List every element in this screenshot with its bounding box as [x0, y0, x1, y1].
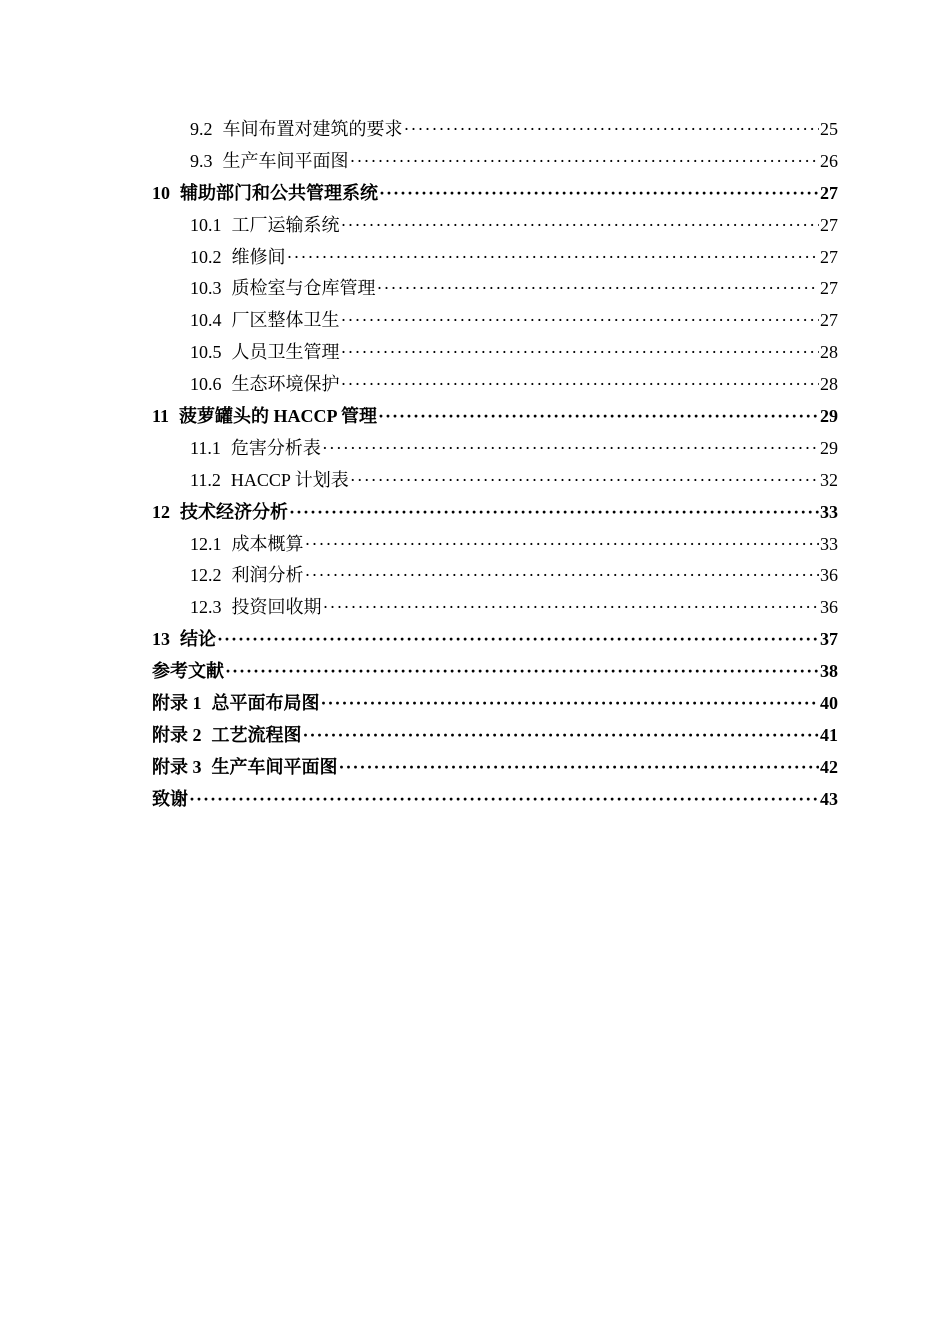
toc-entry-number: 12.2	[190, 565, 222, 586]
toc-entry[interactable]	[152, 433, 838, 465]
toc-entry-page: 36	[820, 597, 838, 618]
toc-dot-leader	[217, 624, 819, 656]
toc-entry-page: 33	[820, 533, 838, 554]
toc-entry-number: 10.4	[190, 310, 222, 331]
toc-entry[interactable]	[152, 305, 838, 337]
toc-entry-page: 42	[820, 756, 838, 777]
toc-entry[interactable]	[152, 560, 838, 592]
toc-entry-number: 附录 1	[152, 693, 202, 714]
toc-entry-page: 37	[820, 629, 838, 650]
toc-entry-number: 9.3	[190, 150, 213, 171]
toc-entry-page: 40	[820, 693, 838, 714]
toc-dot-leader	[341, 305, 820, 337]
toc-entry-title: 生产车间平面图	[222, 150, 349, 171]
toc-entry-page: 43	[820, 788, 838, 809]
toc-entry-number: 11.1	[190, 437, 221, 458]
toc-entry[interactable]	[152, 146, 838, 178]
toc-entry[interactable]	[152, 752, 838, 784]
toc-entry-number: 13	[152, 629, 170, 650]
toc-entry-title: 质检室与仓库管理	[231, 278, 376, 299]
toc-entry[interactable]	[152, 624, 838, 656]
toc-dot-leader	[350, 146, 820, 178]
toc-dot-leader	[350, 465, 819, 497]
toc-entry-page: 29	[820, 437, 838, 458]
toc-entry[interactable]	[152, 178, 838, 210]
toc-entry-number: 12	[152, 501, 170, 522]
toc-entry-page: 41	[820, 724, 838, 745]
toc-entry-page: 38	[820, 661, 838, 682]
toc-dot-leader	[303, 720, 820, 752]
toc-dot-leader	[341, 369, 820, 401]
toc-entry-number: 附录 3	[152, 756, 202, 777]
toc-entry[interactable]	[152, 242, 838, 274]
toc-entry-number: 10	[152, 182, 170, 203]
toc-entry-number: 10.1	[190, 214, 222, 235]
toc-entry-title: 技术经济分析	[180, 501, 288, 522]
toc-dot-leader	[305, 560, 820, 592]
toc-entry-page: 27	[820, 246, 838, 267]
toc-entry-title: HACCP 计划表	[230, 469, 349, 490]
toc-entry-page: 25	[820, 119, 838, 139]
toc-entry-number: 12.1	[190, 533, 222, 554]
toc-entry-page: 26	[820, 150, 838, 171]
toc-entry-page: 28	[820, 342, 838, 363]
toc-dot-leader	[378, 401, 819, 433]
toc-entry-title: 工艺流程图	[211, 724, 302, 745]
toc-entry[interactable]	[152, 784, 838, 816]
toc-entry-title: 菠萝罐头的 HACCP 管理	[179, 406, 378, 427]
toc-dot-leader	[322, 433, 819, 465]
toc-entry-title: 投资回收期	[231, 597, 322, 618]
toc-entry-title: 生产车间平面图	[211, 756, 338, 777]
toc-entry-number: 11.2	[190, 469, 221, 490]
toc-entry-page: 27	[820, 214, 838, 235]
toc-dot-leader	[379, 178, 819, 210]
toc-entry-number: 11	[152, 406, 170, 427]
toc-entry[interactable]	[152, 720, 838, 752]
toc-entry[interactable]	[152, 337, 838, 369]
toc-entry-number: 10.3	[190, 278, 222, 299]
toc-entry-title: 总平面布局图	[211, 693, 320, 714]
toc-entry[interactable]	[152, 465, 838, 497]
toc-entry-title: 工厂运输系统	[231, 214, 340, 235]
toc-entry-title: 人员卫生管理	[231, 342, 340, 363]
toc-entry[interactable]	[152, 592, 838, 624]
toc-entry-page: 33	[820, 501, 838, 522]
toc-entry[interactable]	[152, 114, 838, 146]
toc-entry-number: 12.3	[190, 597, 222, 618]
toc-dot-leader	[323, 592, 820, 624]
toc-entry[interactable]	[152, 529, 838, 561]
toc-entry[interactable]	[152, 401, 838, 433]
toc-entry[interactable]	[152, 273, 838, 305]
toc-dot-leader	[377, 273, 820, 305]
toc-entry-number: 附录 2	[152, 724, 202, 745]
toc-entry-page: 29	[820, 406, 838, 427]
toc-dot-leader	[189, 784, 819, 816]
toc-dot-leader	[339, 752, 820, 784]
toc-entry-number: 10.5	[190, 342, 222, 363]
toc-entry-title: 厂区整体卫生	[231, 310, 340, 331]
toc-dot-leader	[321, 688, 820, 720]
toc-entry-title: 维修间	[231, 246, 286, 267]
toc-entry-title: 车间布置对建筑的要求	[222, 119, 403, 139]
table-of-contents	[152, 114, 838, 816]
toc-entry-page: 27	[820, 310, 838, 331]
toc-dot-leader	[287, 242, 820, 274]
toc-entry[interactable]	[152, 656, 838, 688]
toc-entry-title: 成本概算	[231, 533, 304, 554]
toc-entry-title: 致谢	[152, 788, 188, 809]
toc-entry-title: 利润分析	[231, 565, 304, 586]
toc-entry[interactable]	[152, 688, 838, 720]
toc-entry-number: 9.2	[190, 119, 213, 139]
toc-entry-page: 28	[820, 374, 838, 395]
toc-entry-title: 危害分析表	[230, 437, 321, 458]
toc-entry-title: 结论	[180, 629, 216, 650]
toc-dot-leader	[225, 656, 819, 688]
toc-entry[interactable]	[152, 210, 838, 242]
toc-dot-leader	[305, 529, 820, 561]
toc-dot-leader	[341, 337, 820, 369]
toc-entry-page: 36	[820, 565, 838, 586]
toc-entry-number: 10.2	[190, 246, 222, 267]
toc-entry-title: 参考文献	[152, 661, 224, 682]
toc-entry[interactable]	[152, 369, 838, 401]
toc-dot-leader	[289, 497, 819, 529]
toc-dot-leader	[404, 114, 820, 146]
toc-entry-page: 32	[820, 469, 838, 490]
toc-entry-page: 27	[820, 182, 838, 203]
toc-entry-title: 辅助部门和公共管理系统	[180, 182, 378, 203]
toc-entry[interactable]	[152, 497, 838, 529]
toc-dot-leader	[341, 210, 820, 242]
toc-entry-number: 10.6	[190, 374, 222, 395]
toc-entry-page: 27	[820, 278, 838, 299]
toc-entry-title: 生态环境保护	[231, 374, 340, 395]
